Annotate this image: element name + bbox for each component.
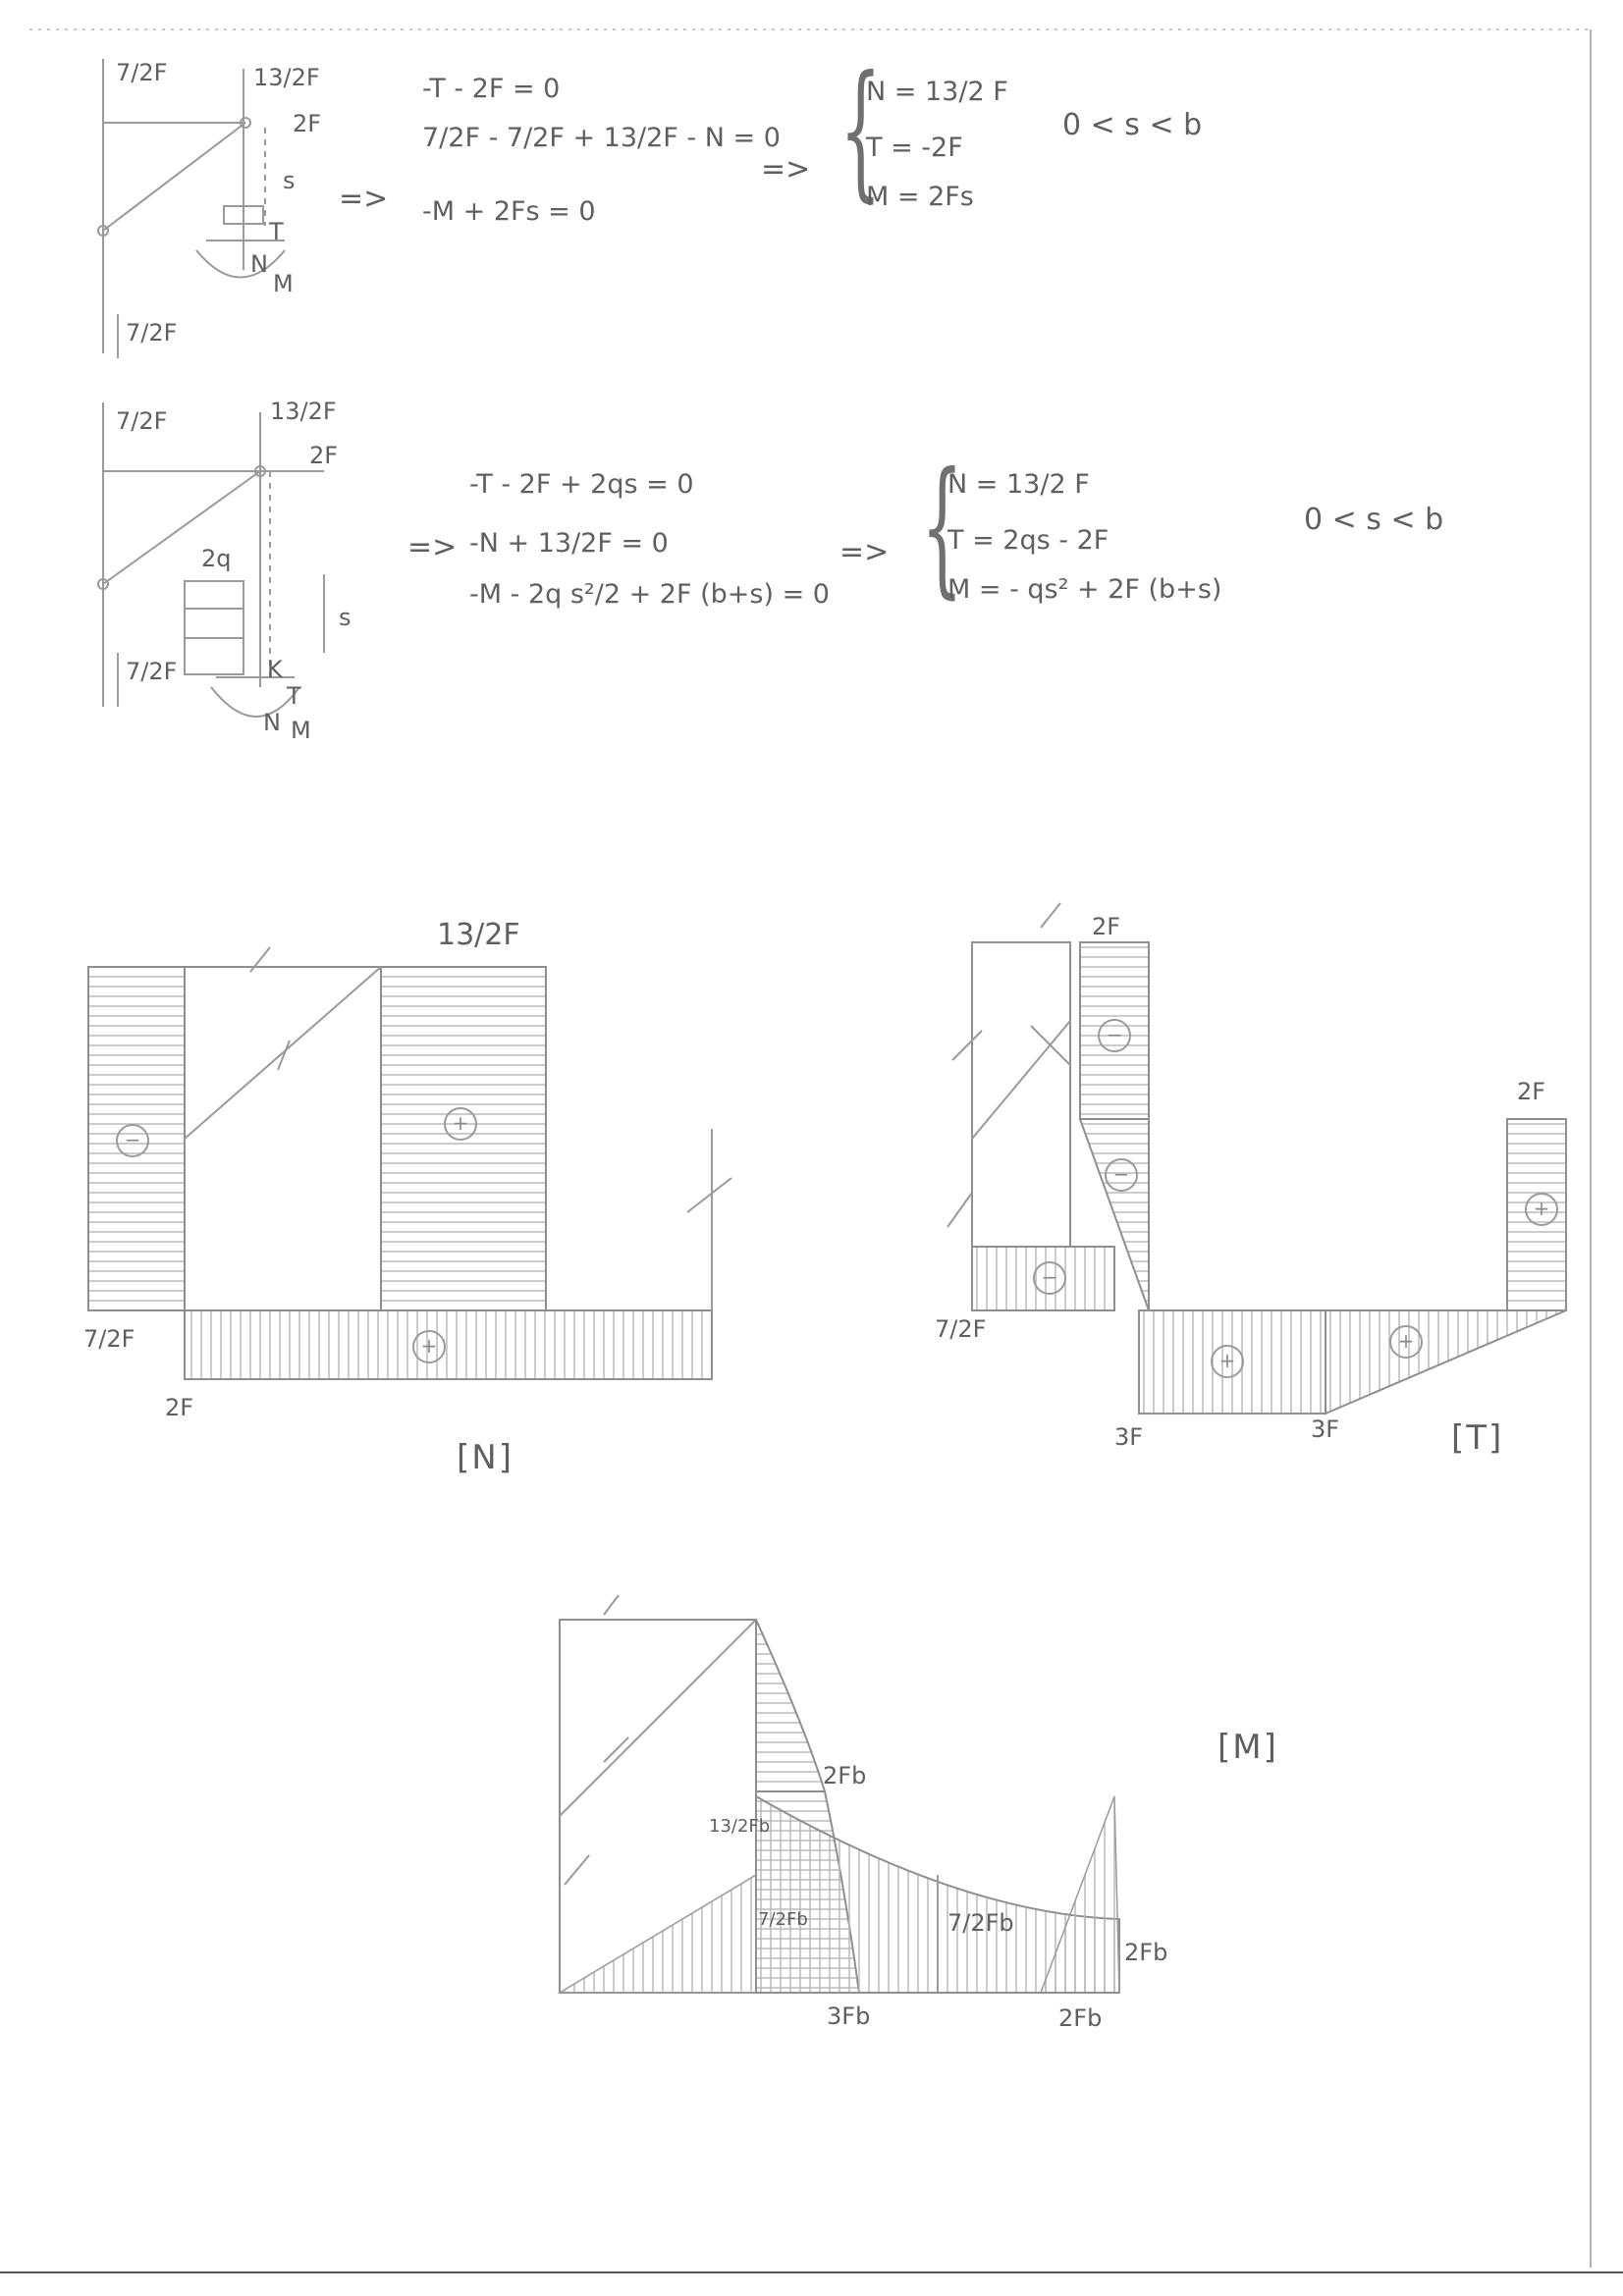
fbd2-label-top: 13/2F [270,398,337,425]
section2-result-N: N = 13/2 F [947,469,1090,500]
section2-range: 0 < s < b [1304,503,1444,537]
fbd2-label-N: N [263,709,281,736]
fbd1-label-right: 2F [293,110,322,137]
section2-implies-0: => [407,530,458,564]
fbd1-label-M: M [273,270,294,297]
bending-moment-diagram [560,1595,1119,1993]
diagram-T-title: [T] [1451,1418,1504,1458]
section1-result-N: N = 13/2 F [866,77,1008,107]
section1-eq-1: -T - 2F = 0 [422,74,561,104]
diagram-T-label-right: 2F [1517,1078,1546,1105]
diagram-T-label-left: 7/2F [935,1315,987,1343]
diagram-M-label-2Fb-bottom: 2Fb [1058,2004,1103,2032]
section1-implies-2: => [761,152,811,187]
diagram-N-label-left: 7/2F [83,1325,135,1353]
section2-brace: { [921,442,963,613]
section1-result-M: M = 2Fs [866,182,974,212]
free-body-diagram-1 [98,59,285,358]
diagram-T-sign-top: − [1098,1019,1131,1052]
diagram-T-label-bottom-mid: 3F [1311,1415,1340,1443]
diagram-M-label-7-2Fb-left: 7/2Fb [758,1909,808,1930]
diagram-T-sign-bottom-left: + [1211,1345,1244,1378]
diagram-T-label-top: 2F [1092,913,1121,940]
fbd2-label-T: T [287,682,301,710]
fbd2-label-K: K [267,656,283,683]
diagram-M-label-3Fb: 3Fb [827,2002,871,2030]
fbd2-label-s: s [339,604,352,631]
section2-result-T: T = 2qs - 2F [947,525,1109,556]
diagram-N-sign-left: − [116,1124,149,1157]
section2-eq-3: -M - 2q s²/2 + 2F (b+s) = 0 [469,579,830,610]
diagram-M-title: [M] [1217,1728,1278,1767]
section2-result-M: M = - qs² + 2F (b+s) [947,574,1222,605]
diagram-M-label-7-2Fb-mid: 7/2Fb [947,1909,1014,1937]
diagram-N-label-top: 13/2F [437,918,520,952]
diagram-N-label-bottom: 2F [165,1394,194,1421]
diagram-M-label-2Fb-right: 2Fb [1124,1939,1168,1966]
fbd1-label-left-top: 7/2F [116,59,168,86]
fbd1-label-left-bottom: 7/2F [126,319,178,347]
fbd1-label-top: 13/2F [253,64,320,91]
diagram-T-sign-mid: − [1105,1158,1138,1192]
fbd2-label-right: 2F [309,442,339,469]
section2-eq-2: -N + 13/2F = 0 [469,528,669,559]
fbd2-label-left-bottom: 7/2F [126,658,178,685]
diagram-T-label-bottom-left: 3F [1114,1423,1144,1451]
section1-eq-2: 7/2F - 7/2F + 13/2F - N = 0 [422,123,781,153]
diagram-N-sign-mid: + [444,1107,477,1141]
section1-result-T: T = -2F [866,133,963,163]
fbd2-label-q: 2q [201,545,232,572]
section1-eq-3: -M + 2Fs = 0 [422,196,596,227]
diagram-N-title: [N] [457,1438,514,1477]
diagram-M-label-13-2Fb: 13/2Fb [709,1816,771,1837]
section2-eq-1: -T - 2F + 2qs = 0 [469,469,694,500]
fbd2-label-M: M [291,717,311,744]
diagram-T-sign-right: + [1525,1193,1558,1226]
fbd1-label-s: s [283,167,296,194]
fbd1-label-T: T [269,218,284,245]
section1-brace: { [839,45,882,216]
diagram-M-label-2Fb-top: 2Fb [823,1762,867,1789]
fbd1-label-N: N [250,250,268,278]
shear-force-diagram [947,903,1566,1414]
section2-implies-1: => [839,535,890,569]
diagram-T-sign-bottom-right: + [1389,1325,1423,1359]
diagram-T-sign-left: − [1033,1261,1066,1295]
section1-range: 0 < s < b [1062,108,1203,142]
fbd2-label-left-top: 7/2F [116,407,168,435]
section1-implies-1: => [339,182,389,216]
axial-force-diagram [88,947,731,1379]
diagram-N-sign-bottom: + [412,1330,446,1363]
